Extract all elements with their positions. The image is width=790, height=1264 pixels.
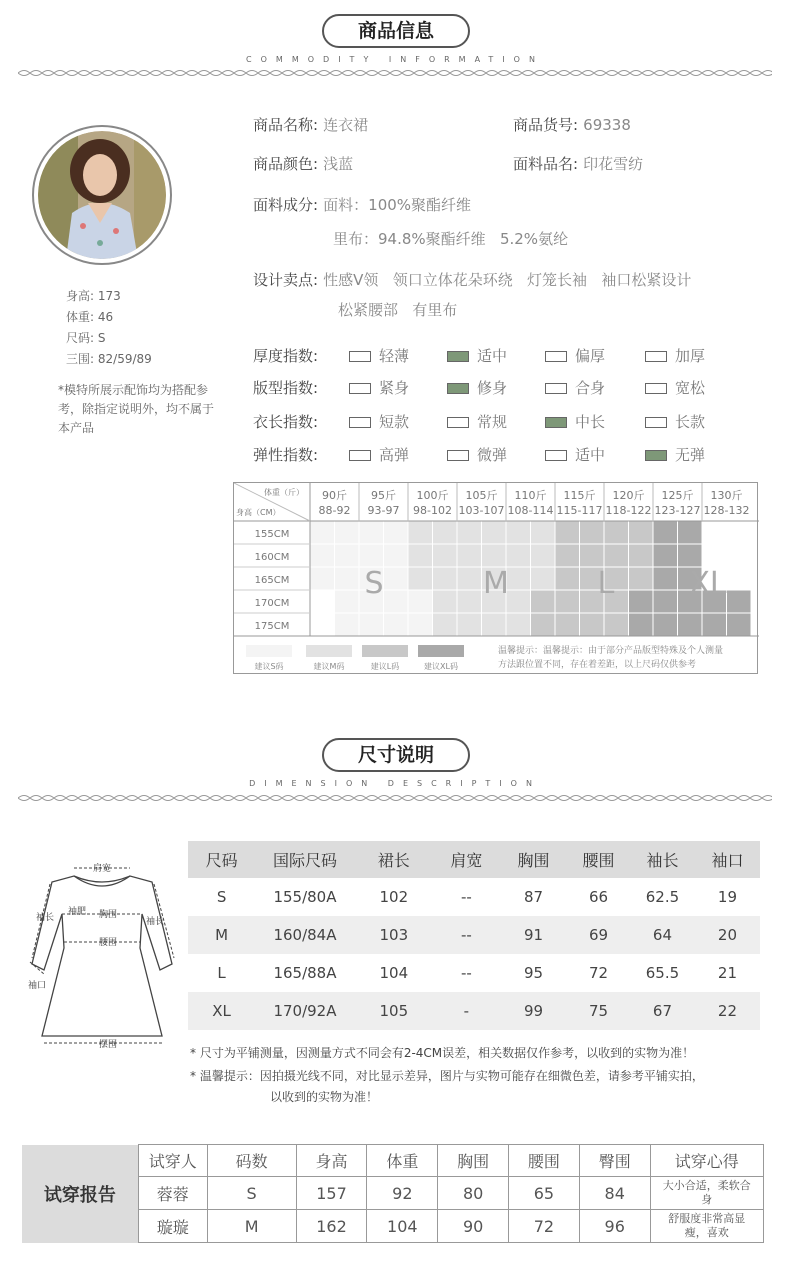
size-tip-line2: 方法跟位置不同，存在着差距，以上尺码仅供参考 <box>498 660 697 670</box>
dim-cell: 160/84A <box>273 926 337 944</box>
weight-range: 98-102 <box>413 504 452 517</box>
grid-cell <box>727 544 752 567</box>
tryon-header-cell: 腰围 <box>509 1145 580 1177</box>
weight-label: 130斤 <box>710 489 743 502</box>
legend-swatch <box>362 645 408 657</box>
dim-header-cell: 胸围 <box>517 851 550 870</box>
dim-header-cell: 袖长 <box>646 851 679 870</box>
dim-row <box>188 916 760 954</box>
info-composition: 面料成分: 面料：100%聚酯纤维 <box>253 196 472 214</box>
index-option <box>447 345 507 366</box>
index-label: 厚度指数: <box>253 347 319 365</box>
dim-header-cell: 腰围 <box>582 851 615 870</box>
index-label: 衣长指数: <box>253 413 319 431</box>
dim-cell: 62.5 <box>645 888 680 906</box>
grid-cell <box>555 567 580 590</box>
grid-cell <box>433 590 458 613</box>
info-name: 商品名称: 连衣裙 <box>253 116 369 134</box>
grid-cell <box>408 521 433 544</box>
model-size: 尺码: S <box>66 331 106 345</box>
dress-diagram <box>22 858 182 1053</box>
weight-label: 95斤 <box>371 489 396 502</box>
grid-cell <box>580 613 605 636</box>
checkbox-icon <box>349 417 371 428</box>
weight-range: 108-114 <box>507 504 554 517</box>
index-option <box>447 411 507 432</box>
tryon-title: 试穿报告 <box>22 1145 138 1243</box>
index-option-label: 加厚 <box>675 347 706 365</box>
grid-cell <box>506 567 531 590</box>
dim-cell: 19 <box>717 888 738 906</box>
grid-cell <box>604 544 629 567</box>
dimension-table <box>188 841 760 1030</box>
size-mark: M <box>483 566 509 601</box>
dim-cell: 65.5 <box>645 964 680 982</box>
grid-cell <box>457 567 482 590</box>
index-option <box>349 444 409 465</box>
grid-cell <box>702 521 727 544</box>
dim-row <box>188 954 760 992</box>
weight-range: 93-97 <box>367 504 400 517</box>
index-option <box>545 444 605 465</box>
dim-cell: 72 <box>588 964 609 982</box>
legend-label: 建议L码 <box>370 662 400 671</box>
grid-cell <box>702 613 727 636</box>
grid-cell <box>555 544 580 567</box>
grid-cell <box>359 613 384 636</box>
grid-cell <box>555 521 580 544</box>
model-measure: 三围: 82/59/89 <box>66 352 152 366</box>
grid-cell <box>482 613 507 636</box>
dim-header-cell: 肩宽 <box>450 851 483 870</box>
tryon-header-cell: 体重 <box>367 1145 438 1177</box>
weight-range: 123-127 <box>654 504 701 517</box>
checkbox-icon <box>545 351 567 362</box>
index-label: 版型指数: <box>253 379 319 397</box>
grid-cell <box>335 590 360 613</box>
dim-cell: -- <box>460 926 472 944</box>
checkbox-icon <box>645 383 667 394</box>
size-mark: L <box>597 566 615 601</box>
model-weight: 体重: 46 <box>66 310 114 324</box>
grid-cell <box>457 613 482 636</box>
label-cuff: 袖口 <box>28 981 47 991</box>
tryon-cell: 90 <box>438 1210 509 1243</box>
section-subtitle-commodity: COMMODITY INFORMATION <box>246 55 544 64</box>
index-option-label: 紧身 <box>379 379 410 397</box>
tryon-cell: 104 <box>367 1210 438 1243</box>
tryon-report <box>22 1144 764 1243</box>
index-option <box>645 345 705 366</box>
grid-cell <box>727 590 752 613</box>
index-option <box>349 377 409 398</box>
checkbox-icon <box>349 450 371 461</box>
grid-cell <box>457 544 482 567</box>
size-guide-svg <box>234 483 759 675</box>
checkbox-icon <box>349 383 371 394</box>
grid-cell <box>727 613 752 636</box>
tryon-header-cell: 试穿心得 <box>650 1145 763 1177</box>
dim-cell: 104 <box>379 964 409 982</box>
grid-cell <box>604 521 629 544</box>
grid-cell <box>359 521 384 544</box>
grid-cell <box>678 521 703 544</box>
grid-cell <box>384 544 409 567</box>
dim-cell: M <box>215 926 229 944</box>
dim-cell: -- <box>460 964 472 982</box>
grid-cell <box>384 613 409 636</box>
tryon-cell: S <box>207 1177 296 1210</box>
weight-range: 128-132 <box>703 504 750 517</box>
dim-cell: 20 <box>717 926 738 944</box>
dim-header-cell: 袖口 <box>711 851 744 870</box>
grid-cell <box>629 613 654 636</box>
height-label: 175CM <box>254 621 290 632</box>
index-option <box>447 444 507 465</box>
legend-swatch <box>246 645 292 657</box>
size-tip-line1: 温馨提示：温馨提示：由于部分产品版型特殊及个人测量 <box>498 646 724 656</box>
weight-range: 103-107 <box>458 504 505 517</box>
tryon-cell: 65 <box>509 1177 580 1210</box>
label-sleeve-left: 袖长 <box>36 913 55 923</box>
info-selling-2: 松紧腰部 有里布 <box>338 301 458 319</box>
dim-header-cell: 国际尺码 <box>272 851 337 870</box>
grid-cell <box>384 590 409 613</box>
info-composition-lining: 里布：94.8%聚酯纤维 5.2%氨纶 <box>333 230 569 248</box>
index-label: 弹性指数: <box>253 446 319 464</box>
section-title-commodity: 商品信息 <box>322 14 470 48</box>
grid-cell <box>555 613 580 636</box>
dim-cell: 103 <box>379 926 409 944</box>
model-photo <box>38 131 166 259</box>
tryon-header-cell: 试穿人 <box>138 1145 207 1177</box>
grid-cell <box>653 613 678 636</box>
index-option-label: 长款 <box>675 413 706 431</box>
grid-cell <box>580 544 605 567</box>
grid-cell <box>531 590 556 613</box>
checkbox-icon <box>349 351 371 362</box>
checkbox-icon <box>645 351 667 362</box>
grid-cell <box>310 590 335 613</box>
tryon-cell: 璇璇 <box>138 1210 207 1243</box>
weight-label: 110斤 <box>514 489 547 502</box>
grid-cell <box>629 567 654 590</box>
grid-cell <box>531 567 556 590</box>
grid-cell <box>335 521 360 544</box>
grid-cell <box>678 544 703 567</box>
weight-label: 100斤 <box>416 489 449 502</box>
grid-cell <box>310 613 335 636</box>
tryon-header-cell: 臀围 <box>579 1145 650 1177</box>
height-label: 170CM <box>254 598 290 609</box>
index-option <box>545 345 605 366</box>
dim-cell: -- <box>460 888 472 906</box>
index-option-label: 适中 <box>477 347 508 365</box>
grid-cell <box>408 544 433 567</box>
grid-cell <box>531 544 556 567</box>
dim-cell: 66 <box>588 888 609 906</box>
dim-cell: 105 <box>379 1002 409 1020</box>
legend-label: 建议M码 <box>313 662 345 671</box>
tryon-header-cell: 身高 <box>296 1145 367 1177</box>
index-option-label: 适中 <box>575 446 606 464</box>
grid-cell <box>433 567 458 590</box>
size-mark: XL <box>689 566 727 601</box>
grid-cell <box>604 613 629 636</box>
grid-cell <box>433 544 458 567</box>
grid-cell <box>384 521 409 544</box>
size-guide-grid <box>233 482 758 674</box>
tryon-header-cell: 码数 <box>207 1145 296 1177</box>
weight-label: 105斤 <box>465 489 498 502</box>
grid-cell <box>335 544 360 567</box>
model-height: 身高: 173 <box>66 289 121 303</box>
weight-range: 118-122 <box>605 504 652 517</box>
dim-cell: 102 <box>379 888 409 906</box>
grid-cell <box>629 544 654 567</box>
tryon-cell: 92 <box>367 1177 438 1210</box>
label-chest: 胸围 <box>98 910 118 920</box>
tryon-header-row <box>22 1145 764 1177</box>
dim-cell: 95 <box>524 964 544 982</box>
tryon-cell: 72 <box>509 1210 580 1243</box>
dim-cell: 69 <box>588 926 609 944</box>
tryon-cell: 162 <box>296 1210 367 1243</box>
grid-cell <box>506 590 531 613</box>
index-option <box>545 377 605 398</box>
index-option <box>645 444 705 465</box>
note-3: 以收到的实物为准！ <box>270 1090 379 1104</box>
dim-header-cell: 尺码 <box>205 851 238 870</box>
label-waist: 腰围 <box>98 938 118 948</box>
height-label: 155CM <box>254 529 290 540</box>
grid-cell <box>310 544 335 567</box>
dim-cell: XL <box>212 1002 231 1020</box>
grid-cell <box>653 521 678 544</box>
label-shoulder: 肩宽 <box>92 864 112 874</box>
label-hem: 摆围 <box>98 1040 118 1050</box>
grid-cell <box>335 613 360 636</box>
checkbox-icon <box>447 450 469 461</box>
info-code: 商品货号: 69338 <box>513 116 631 134</box>
index-option-label: 合身 <box>575 379 606 397</box>
dim-cell: 64 <box>652 926 672 944</box>
section-title-dimension: 尺寸说明 <box>322 738 470 772</box>
grid-cell <box>531 613 556 636</box>
dim-cell: 87 <box>524 888 544 906</box>
grid-cell <box>408 613 433 636</box>
checkbox-icon <box>447 383 469 394</box>
label-sleeve-right: 袖长 <box>146 917 165 927</box>
index-option <box>349 411 409 432</box>
grid-cell <box>629 521 654 544</box>
dim-cell: L <box>217 964 226 982</box>
tryon-cell: 84 <box>579 1177 650 1210</box>
legend-swatch <box>306 645 352 657</box>
tryon-cell: 大小合适，柔软合身 <box>650 1177 763 1210</box>
grid-cell <box>408 590 433 613</box>
grid-cell <box>506 521 531 544</box>
grid-cell <box>506 613 531 636</box>
grid-cell <box>482 544 507 567</box>
grid-cell <box>310 521 335 544</box>
index-option <box>447 377 507 398</box>
checkbox-icon <box>447 417 469 428</box>
index-option-label: 偏厚 <box>575 347 606 365</box>
tryon-cell: 80 <box>438 1177 509 1210</box>
checkbox-icon <box>447 351 469 362</box>
checkbox-icon <box>545 383 567 394</box>
note-1: * 尺寸为平铺测量，因测量方式不同会有2-4CM误差，相关数据仅作参考，以收到的实物为准！ <box>190 1046 695 1060</box>
checkbox-icon <box>545 450 567 461</box>
checkbox-icon <box>645 450 667 461</box>
info-fabric: 面料品名: 印花雪纺 <box>513 155 644 173</box>
model-photo-frame <box>32 125 172 265</box>
wave-divider <box>18 68 772 78</box>
height-label: 160CM <box>254 552 290 563</box>
dim-cell: 91 <box>524 926 544 944</box>
weight-range: 88-92 <box>318 504 351 517</box>
grid-cell <box>653 567 678 590</box>
checkbox-icon <box>545 417 567 428</box>
index-option-label: 轻薄 <box>379 347 410 365</box>
grid-cell <box>457 590 482 613</box>
dim-cell: 99 <box>524 1002 544 1020</box>
dim-cell: 75 <box>588 1002 609 1020</box>
dim-header-row <box>188 841 760 878</box>
dim-row <box>188 992 760 1030</box>
index-option-label: 微弹 <box>477 446 508 464</box>
weight-label: 120斤 <box>612 489 645 502</box>
grid-cell <box>506 544 531 567</box>
dim-cell: 165/88A <box>273 964 337 982</box>
legend-label: 建议S码 <box>254 662 284 671</box>
grid-cell <box>678 613 703 636</box>
grid-cell <box>384 567 409 590</box>
model-note: *模特所展示配饰均为搭配参考，除指定说明外，均不属于本产品 <box>58 383 215 435</box>
grid-cell <box>482 521 507 544</box>
note-2: * 温馨提示：因拍摄光线不同，对比显示差异，图片与实物可能存在细微色差，请参考平铺实拍， <box>190 1069 704 1083</box>
info-selling: 设计卖点: 性感V领 领口立体花朵环绕 灯笼长袖 袖口松紧设计 <box>253 271 692 289</box>
index-option-label: 常规 <box>477 413 508 431</box>
grid-cell <box>629 590 654 613</box>
grid-cell <box>433 521 458 544</box>
index-option-label: 无弹 <box>675 446 706 464</box>
info-color: 商品颜色: 浅蓝 <box>253 155 354 173</box>
dim-cell: - <box>463 1002 470 1020</box>
grid-cell <box>408 567 433 590</box>
grid-cell <box>433 613 458 636</box>
tryon-cell: 96 <box>579 1210 650 1243</box>
legend-swatch <box>418 645 464 657</box>
corner-weight: 体重（斤） <box>264 488 304 497</box>
dim-row <box>188 878 760 916</box>
dim-cell: 170/92A <box>273 1002 337 1020</box>
index-option <box>545 411 605 432</box>
tryon-cell: M <box>207 1210 296 1243</box>
index-option <box>349 345 409 366</box>
index-option-label: 修身 <box>477 379 508 397</box>
index-option <box>645 411 705 432</box>
index-option-label: 宽松 <box>675 379 706 397</box>
grid-cell <box>727 521 752 544</box>
grid-cell <box>335 567 360 590</box>
dim-cell: S <box>216 888 227 906</box>
weight-label: 125斤 <box>661 489 694 502</box>
grid-cell <box>555 590 580 613</box>
grid-cell <box>727 567 752 590</box>
dim-cell: 67 <box>652 1002 672 1020</box>
section-subtitle-dimension: DIMENSION DESCRIPTION <box>249 779 541 788</box>
dim-header-cell: 裙长 <box>377 851 410 870</box>
grid-cell <box>457 521 482 544</box>
dim-cell: 22 <box>717 1002 738 1020</box>
size-mark: S <box>364 566 384 601</box>
index-option-label: 高弹 <box>379 446 410 464</box>
height-label: 165CM <box>254 575 290 586</box>
grid-cell <box>653 590 678 613</box>
tryon-header-cell: 胸围 <box>438 1145 509 1177</box>
checkbox-icon <box>645 417 667 428</box>
index-option-label: 中长 <box>575 413 606 431</box>
label-armhole: 袖肥 <box>68 907 87 917</box>
grid-cell <box>702 544 727 567</box>
corner-height: 身高（CM） <box>236 508 281 517</box>
weight-range: 115-117 <box>556 504 603 517</box>
index-option <box>645 377 705 398</box>
index-option-label: 短款 <box>379 413 410 431</box>
dim-cell: 155/80A <box>273 888 337 906</box>
grid-cell <box>580 521 605 544</box>
tryon-cell: 舒服度非常高显瘦，喜欢 <box>650 1210 763 1243</box>
dim-cell: 21 <box>717 964 738 982</box>
grid-cell <box>310 567 335 590</box>
grid-cell <box>653 544 678 567</box>
weight-label: 115斤 <box>563 489 596 502</box>
weight-label: 90斤 <box>322 489 347 502</box>
grid-cell <box>531 521 556 544</box>
grid-cell <box>359 544 384 567</box>
legend-label: 建议XL码 <box>424 662 458 671</box>
wave-divider-2 <box>18 793 772 803</box>
tryon-cell: 157 <box>296 1177 367 1210</box>
tryon-cell: 蓉蓉 <box>138 1177 207 1210</box>
